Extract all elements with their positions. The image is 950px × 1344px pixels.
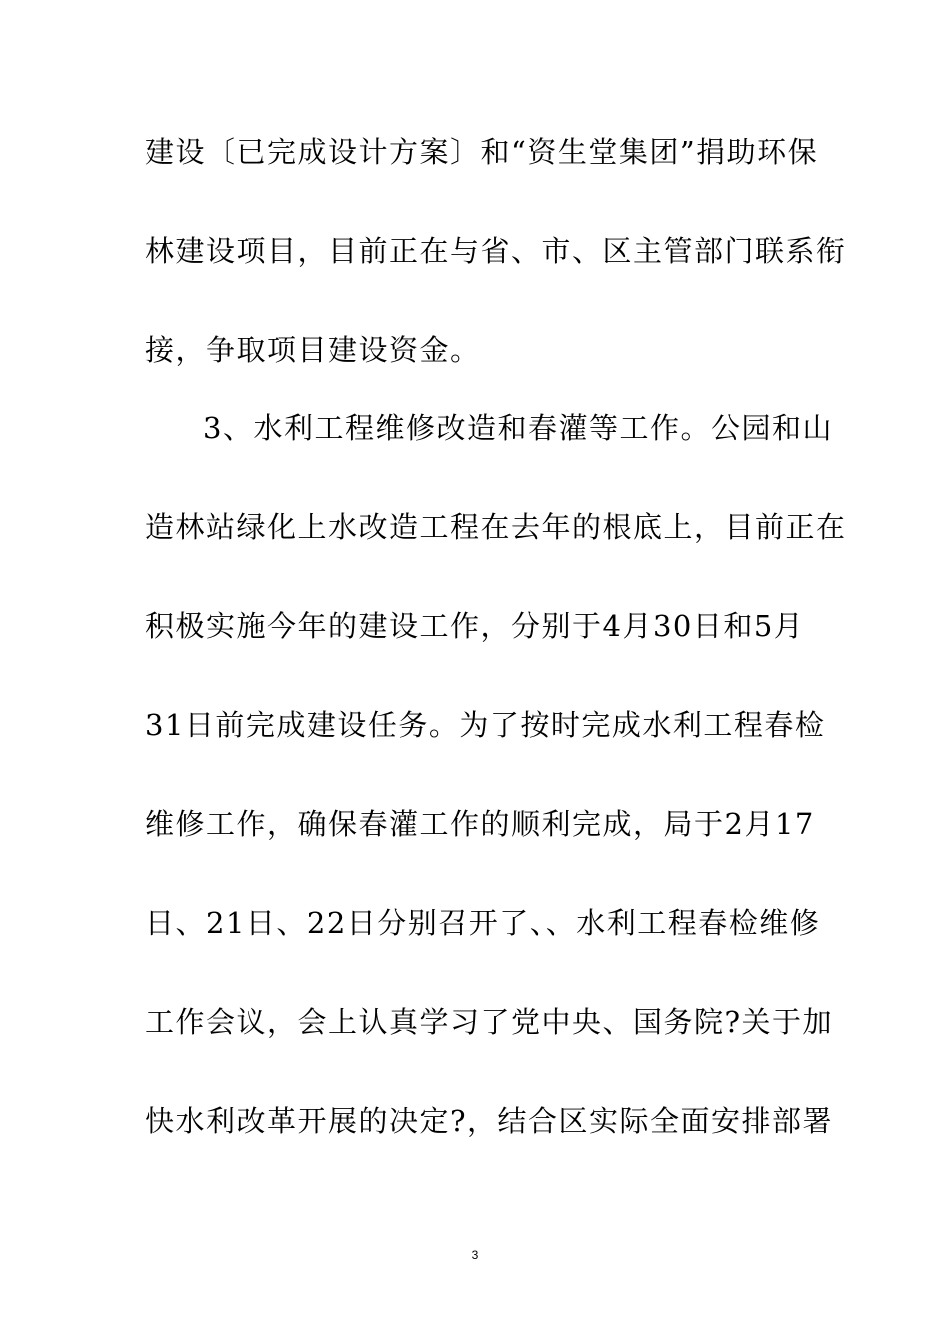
body-text-line: 日、21日、22日分别召开了、、水利工程春检维修 — [145, 906, 821, 940]
body-text-line: 建设〔已完成设计方案〕和“资生堂集团”捐助环保 — [145, 135, 819, 169]
body-text-line: 31日前完成建设任务。为了按时完成水利工程春检 — [145, 708, 826, 742]
body-text-line-paragraph-start: 3、水利工程维修改造和春灌等工作。公园和山 — [203, 411, 833, 445]
body-text-line: 林建设项目，目前正在与省、市、区主管部门联系衔 — [145, 234, 847, 268]
body-text-line: 造林站绿化上水改造工程在去年的根底上，目前正在 — [145, 510, 847, 544]
body-text-line: 工作会议，会上认真学习了党中央、国务院?关于加 — [145, 1005, 834, 1039]
body-text-line: 接，争取项目建设资金。 — [145, 333, 481, 367]
body-text-line: 维修工作，确保春灌工作的顺利完成，局于2月17 — [145, 807, 815, 841]
body-text-line: 积极实施今年的建设工作，分别于4月30日和5月 — [145, 609, 805, 643]
body-text-line: 快水利改革开展的决定?，结合区实际全面安排部署 — [145, 1104, 834, 1138]
page-number: 3 — [471, 1248, 479, 1262]
